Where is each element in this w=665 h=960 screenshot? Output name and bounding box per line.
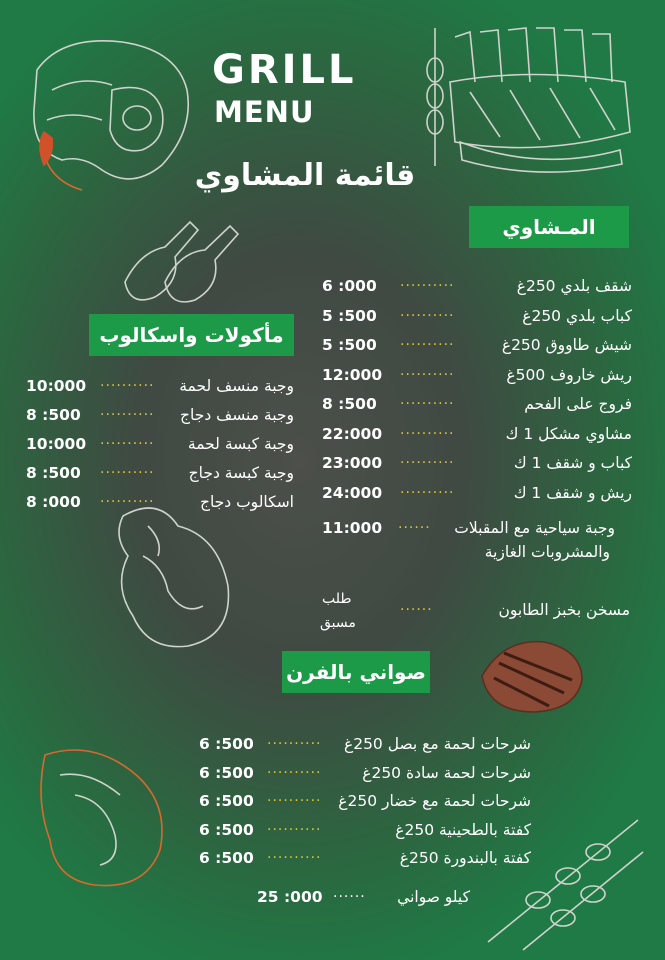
item-price: 6 :000	[322, 277, 377, 295]
item-name: كفتة بالبندورة 250غ	[399, 849, 531, 867]
list-item	[195, 790, 535, 812]
section-heading-grills: المـشاوي	[469, 206, 629, 248]
item-name-line2: والمشروبات الغازية	[484, 543, 610, 561]
lamb-chops-sketch-icon	[120, 212, 250, 312]
dot-leader: ..........	[400, 480, 455, 497]
section-heading-meals: مأكولات واسكالوب	[89, 314, 294, 356]
list-item	[318, 452, 640, 474]
dot-leader: ..........	[400, 421, 455, 438]
item-price: 10:000	[26, 435, 87, 453]
list-item-tourist-meal	[300, 517, 640, 561]
item-name: وجبة منسف لحمة	[179, 377, 294, 395]
pepper-sketch-icon	[34, 130, 64, 170]
item-name: ريش خاروف 500غ	[506, 365, 632, 384]
list-item	[318, 305, 640, 327]
dot-leader: ..........	[400, 362, 455, 379]
list-item	[22, 433, 298, 455]
dot-leader: ..........	[267, 846, 322, 862]
item-name: شيش طاووق 250غ	[501, 336, 632, 354]
list-item	[318, 275, 640, 297]
item-price: 6 :500	[199, 735, 254, 753]
dot-leader: ......	[400, 598, 433, 614]
item-name: كباب بلدي 250غ	[522, 306, 632, 325]
dot-leader: ..........	[267, 732, 322, 748]
item-name: شقف بلدي 250غ	[516, 277, 632, 295]
list-item	[22, 491, 298, 513]
item-price: 5 :500	[322, 306, 377, 325]
steak-sketch-icon	[108, 496, 238, 656]
item-name: اسكالوب دجاج	[199, 493, 294, 511]
list-item	[195, 847, 535, 869]
dot-leader: ..........	[100, 403, 155, 419]
item-name: كفتة بالطحينية 250غ	[395, 820, 531, 839]
dot-leader: ..........	[267, 817, 322, 834]
list-item-taboon	[300, 592, 640, 636]
dot-leader: ..........	[100, 490, 155, 506]
rack-of-ribs-sketch-icon	[440, 22, 645, 182]
item-price: 8 :000	[26, 493, 81, 511]
dot-leader: ......	[398, 516, 431, 532]
meat-sketch-icon	[22, 30, 202, 200]
list-item	[318, 364, 640, 386]
item-price: 6 :500	[199, 763, 254, 782]
item-name: كباب و شقف 1 ك	[513, 454, 632, 472]
list-item	[195, 762, 535, 784]
logo-menu-text: MENU	[214, 95, 315, 129]
list-item	[22, 404, 298, 426]
dot-leader: ..........	[100, 432, 155, 448]
grilled-steak-icon	[474, 628, 589, 716]
item-price: 12:000	[322, 365, 383, 384]
list-item	[318, 334, 640, 356]
dot-leader: ..........	[400, 333, 455, 349]
item-price: 8 :500	[322, 395, 377, 413]
item-name: شرحات لحمة مع خضار 250غ	[338, 792, 531, 810]
dot-leader: ..........	[100, 461, 155, 477]
list-item	[318, 482, 640, 504]
item-name: مسخن بخبز الطابون	[498, 601, 630, 619]
item-name: فروج على الفحم	[524, 395, 632, 413]
logo-grill-text: GRILL	[212, 47, 357, 93]
skewer-sketch-icon	[420, 28, 450, 168]
dot-leader: ..........	[400, 392, 455, 408]
item-price: 8 :500	[26, 464, 81, 482]
dot-leader: ..........	[400, 451, 455, 467]
item-price: 10:000	[26, 377, 87, 395]
item-price: 6 :500	[199, 849, 254, 867]
item-price: 5 :500	[322, 336, 377, 354]
item-name: ريش و شقف 1 ك	[513, 483, 632, 502]
list-item	[22, 375, 298, 397]
item-price-line2: مسبق	[320, 615, 356, 631]
item-name: وجبة كبسة لحمة	[187, 435, 294, 453]
list-item	[195, 819, 535, 841]
item-name: شرحات لحمة مع بصل 250غ	[343, 735, 531, 753]
item-name: كيلو صواني	[397, 888, 470, 906]
item-price: 6 :500	[199, 820, 254, 839]
dot-leader: ..........	[400, 274, 455, 290]
item-price: 8 :500	[26, 406, 81, 424]
dot-leader: ......	[333, 885, 366, 901]
item-price: 23:000	[322, 454, 383, 472]
dot-leader: ..........	[267, 789, 322, 805]
item-name: وجبة كبسة دجاج	[188, 464, 294, 482]
list-item	[195, 733, 535, 755]
item-price: 11:000	[322, 519, 383, 537]
item-price: 22:000	[322, 424, 383, 443]
item-price-line1: طلب	[322, 591, 352, 607]
dot-leader: ..........	[400, 303, 455, 320]
item-price: 25 :000	[257, 888, 323, 906]
list-item-kilo	[255, 886, 485, 908]
item-name: شرحات لحمة سادة 250غ	[362, 763, 531, 782]
item-price: 6 :500	[199, 792, 254, 810]
dot-leader: ..........	[100, 374, 155, 390]
item-name: وجبة سياحية مع المقبلات	[454, 519, 615, 537]
dot-leader: ..........	[267, 760, 322, 777]
meat-sketch-icon	[30, 740, 180, 895]
list-item	[22, 462, 298, 484]
item-name: وجبة منسف دجاج	[180, 406, 294, 424]
page-title: قائمة المشاوي	[194, 158, 416, 193]
list-item	[318, 423, 640, 445]
section-heading-oven: صواني بالفرن	[282, 651, 430, 693]
list-item	[318, 393, 640, 415]
item-name: مشاوي مشكل 1 ك	[505, 424, 632, 443]
item-price: 24:000	[322, 483, 383, 502]
